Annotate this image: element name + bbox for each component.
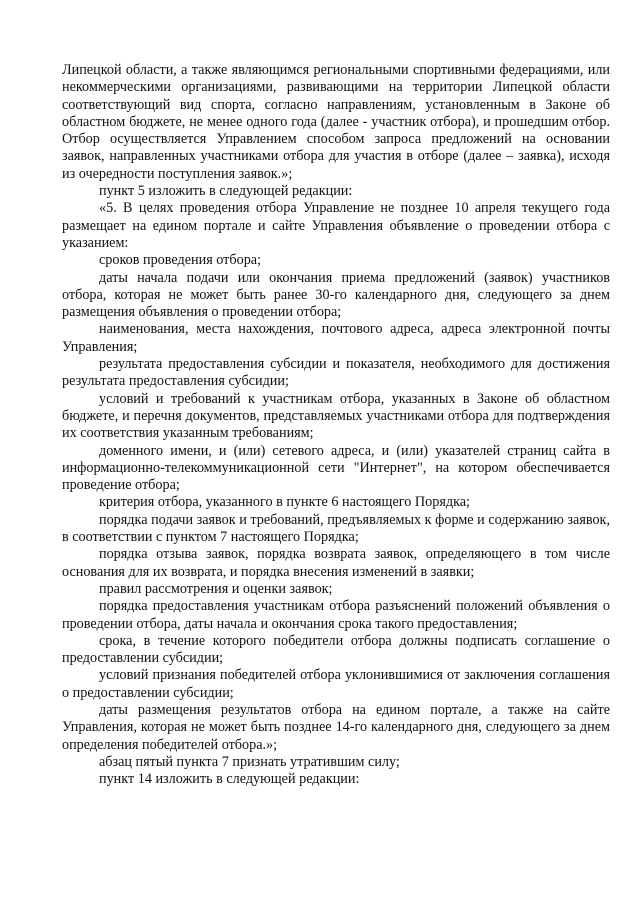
paragraph-17: даты размещения результатов отбора на едином портале, а также на сайте Управления, которая не может быть позднее 14-го календарного дня, следующего за днем определения победителей отбора.»; [62, 701, 610, 753]
paragraph-5: даты начала подачи или окончания приема предложений (заявок) участников отбора, которая не может быть ранее 30-го календарного дня, следующего за днем размещения объявления о проведении отбора; [62, 269, 610, 321]
paragraph-10: критерия отбора, указанного в пункте 6 настоящего Порядка; [99, 494, 470, 511]
paragraph-14: порядка предоставления участникам отбора разъяснений положений объявления о проведении отбора, даты начала и окончания срока такого предоставления; [62, 598, 610, 632]
paragraph-2: пункт 5 изложить в следующей редакции: [99, 183, 353, 200]
paragraph-13: правил рассмотрения и оценки заявок; [99, 580, 333, 597]
paragraph-1: Липецкой области, а также являющимся региональными спортивными федерациями, или некоммерческими организациями, развивающими на территории Липецкой области соответствующий вид спорта, согласно направлениям, установленным в Законе об областном бюджете, не менее одного года (далее - участник отбора), и прошедшим отбор. Отбор осуществляется Управлением способом запроса предложений на основании заявок, направленных участниками отбора для участия в отборе (далее – заявка), исходя из очередности поступления заявок.»; [62, 62, 610, 182]
paragraph-9: доменного имени, и (или) сетевого адреса, и (или) указателей страниц сайта в информационно-телекоммуникационной сети "Интернет", на котором обеспечивается проведение отбора; [62, 442, 610, 494]
paragraph-19: пункт 14 изложить в следующей редакции: [99, 771, 360, 788]
paragraph-7: результата предоставления субсидии и показателя, необходимого для достижения результата предоставления субсидии; [62, 356, 610, 390]
paragraph-6: наименования, места нахождения, почтового адреса, адреса электронной почты Управления; [62, 321, 610, 355]
paragraph-11: порядка подачи заявок и требований, предъявляемых к форме и содержанию заявок, в соответствии с пунктом 7 настоящего Порядка; [62, 511, 610, 546]
paragraph-15: срока, в течение которого победители отбора должны подписать соглашение о предоставлении субсидии; [62, 632, 610, 667]
paragraph-18: абзац пятый пункта 7 признать утратившим силу; [99, 753, 400, 770]
paragraph-16: условий признания победителей отбора уклонившимися от заключения соглашения о предоставлении субсидии; [62, 667, 610, 701]
paragraph-3: «5. В целях проведения отбора Управление не позднее 10 апреля текущего года размещает на едином портале и сайте Управления объявление о проведении отбора с указанием: [62, 200, 610, 251]
document-page [62, 62, 610, 788]
paragraph-8: условий и требований к участникам отбора, указанных в Законе об областном бюджете, и перечня документов, представляемых участниками отбора для подтверждения их соответствия указанным требованиям; [62, 390, 610, 442]
paragraph-4: сроков проведения отбора; [99, 252, 262, 269]
paragraph-12: порядка отзыва заявок, порядка возврата заявок, определяющего в том числе основания для их возврата, и порядка внесения изменений в заявки; [62, 546, 610, 580]
